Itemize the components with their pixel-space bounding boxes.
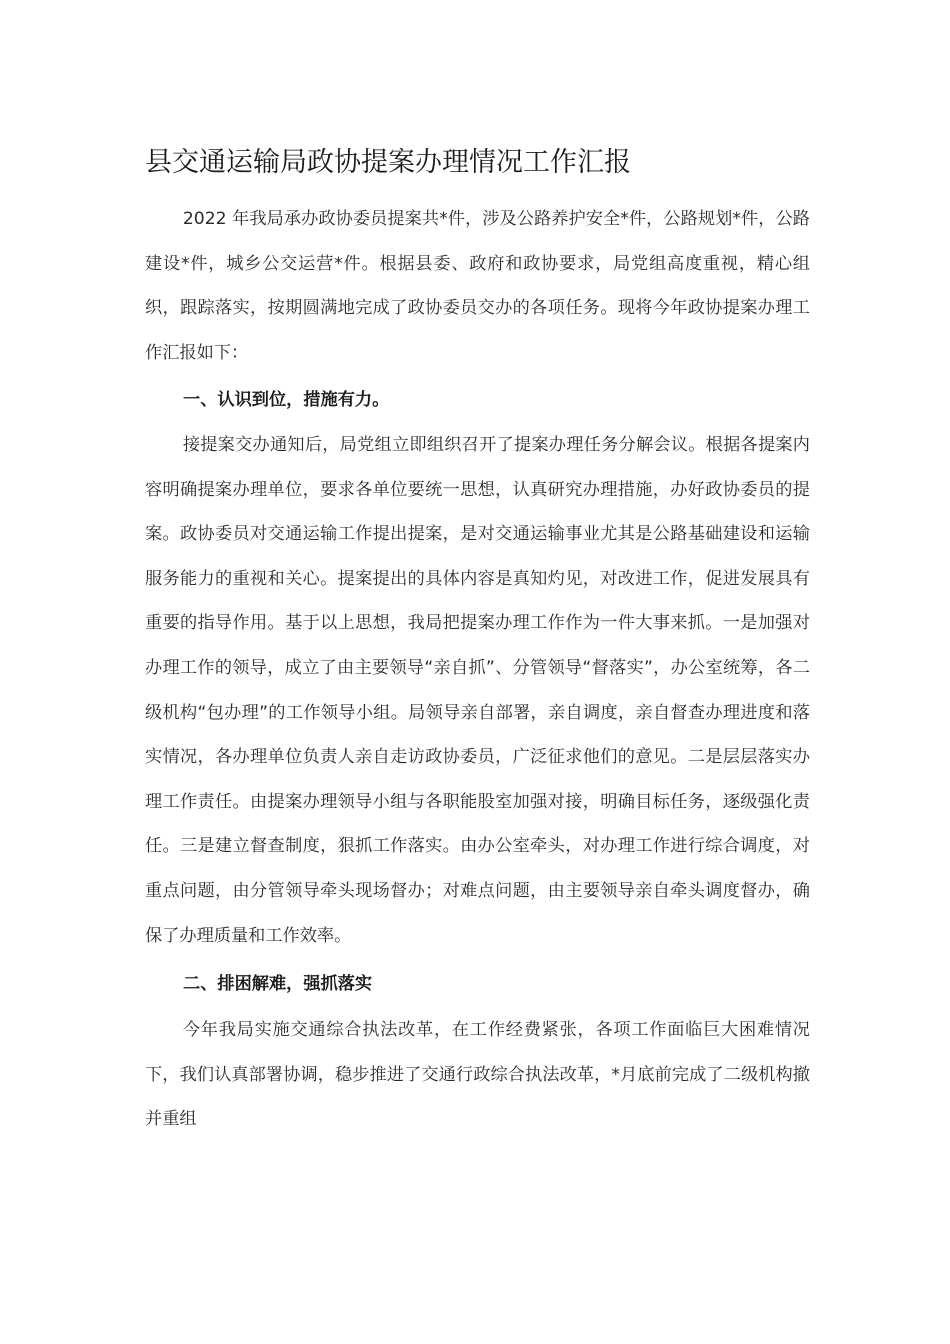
section-heading-1: 一、认识到位，措施有力。 xyxy=(183,390,390,410)
section-heading-2: 二、排困解难，强抓落实 xyxy=(183,974,373,994)
intro-paragraph: 2022 年我局承办政协委员提案共*件，涉及公路养护安全*件，公路规划*件，公路建设*件，城乡公交运营*件。根据县委、政府和政协要求，局党组高度重视，精心组织，跟踪落实，按期圆满地完成了政协委员交办的各项任务。现将今年政协提案办理工作汇报如下： xyxy=(145,209,810,363)
section-paragraph-1: 接提案交办通知后，局党组立即组织召开了提案办理任务分解会议。根据各提案内容明确提案办理单位，要求各单位要统一思想，认真研究办理措施，办好政协委员的提案。政协委员对交通运输工作提出提案，是对交通运输事业尤其是公路基础建设和运输服务能力的重视和关心。提案提出的具体内容是真知灼见，对改进工作，促进发展具有重要的指导作用。基于以上思想，我局把提案办理工作作为一件大事来抓。一是加强对办理工作的领导，成立了由主要领导“亲自抓”、分管领导“督落实”，办公室统筹，各二级机构“包办理”的工作领导小组。局领导亲自部署，亲自调度，亲自督查办理进度和落实情况，各办理单位负责人亲自走访政协委员，广泛征求他们的意见。二是层层落实办理工作责任。由提案办理领导小组与各职能股室加强对接，明确目标任务，逐级强化责任。三是建立督查制度，狠抓工作落实。由办公室牵头，对办理工作进行综合调度，对重点问题，由分管领导牵头现场督办；对难点问题，由主要领导亲自牵头调度督办，确保了办理质量和工作效率。 xyxy=(145,435,810,946)
section-paragraph-2: 今年我局实施交通综合执法改革，在工作经费紧张，各项工作面临巨大困难情况下，我们认真部署协调，稳步推进了交通行政综合执法改革，*月底前完成了二级机构撤并重组 xyxy=(145,1020,810,1130)
document-title: 县交通运输局政协提案办理情况工作汇报 xyxy=(145,147,631,178)
